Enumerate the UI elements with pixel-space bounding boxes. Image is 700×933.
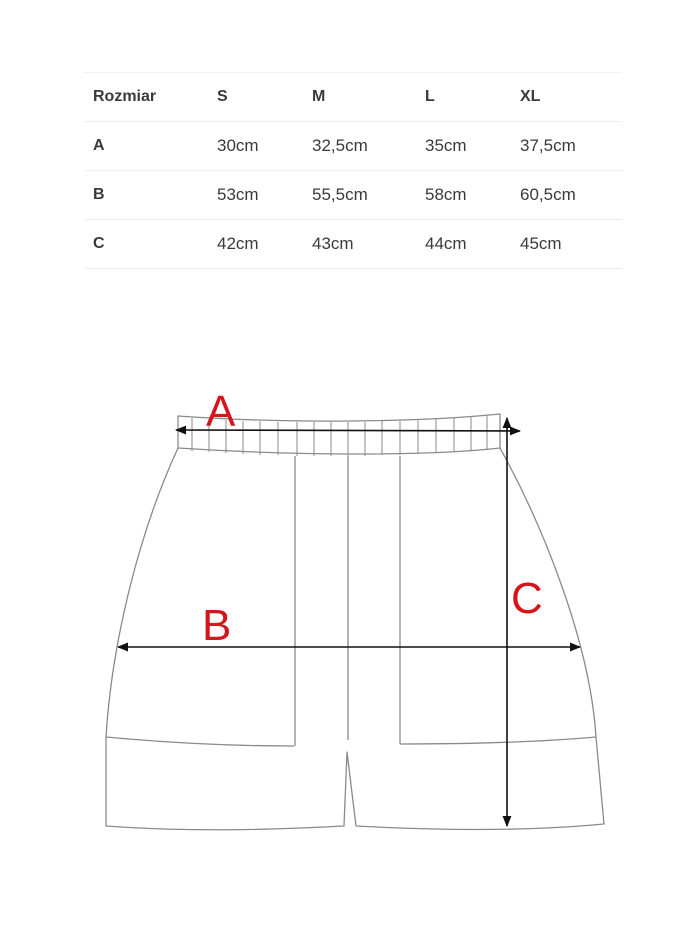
row-label: B (93, 186, 105, 203)
row-label: C (93, 235, 105, 252)
table-cell: 35cm (425, 136, 467, 155)
shorts-body (106, 448, 604, 830)
table-cell: 44cm (425, 234, 467, 253)
table-cell: 42cm (217, 234, 259, 253)
label-a: A (206, 387, 236, 436)
table-cell: 55,5cm (312, 185, 368, 204)
table-cell: 58cm (425, 185, 467, 204)
header-size-label: Rozmiar (93, 88, 157, 105)
hem-seam (106, 737, 596, 746)
header-size-l: L (425, 88, 435, 105)
table-cell: 60,5cm (520, 185, 576, 204)
waistband-ribs (192, 416, 487, 456)
header-size-xl: XL (520, 88, 541, 105)
row-label: A (93, 137, 105, 154)
label-b: B (202, 601, 232, 650)
table-cell: 32,5cm (312, 136, 368, 155)
table-cell: 30cm (217, 136, 259, 155)
header-size-s: S (217, 88, 228, 105)
table-cell: 53cm (217, 185, 259, 204)
table-cell: 45cm (520, 234, 562, 253)
table-cell: 37,5cm (520, 136, 576, 155)
label-c: C (511, 574, 543, 623)
table-cell: 43cm (312, 234, 354, 253)
header-size-m: M (312, 88, 326, 105)
